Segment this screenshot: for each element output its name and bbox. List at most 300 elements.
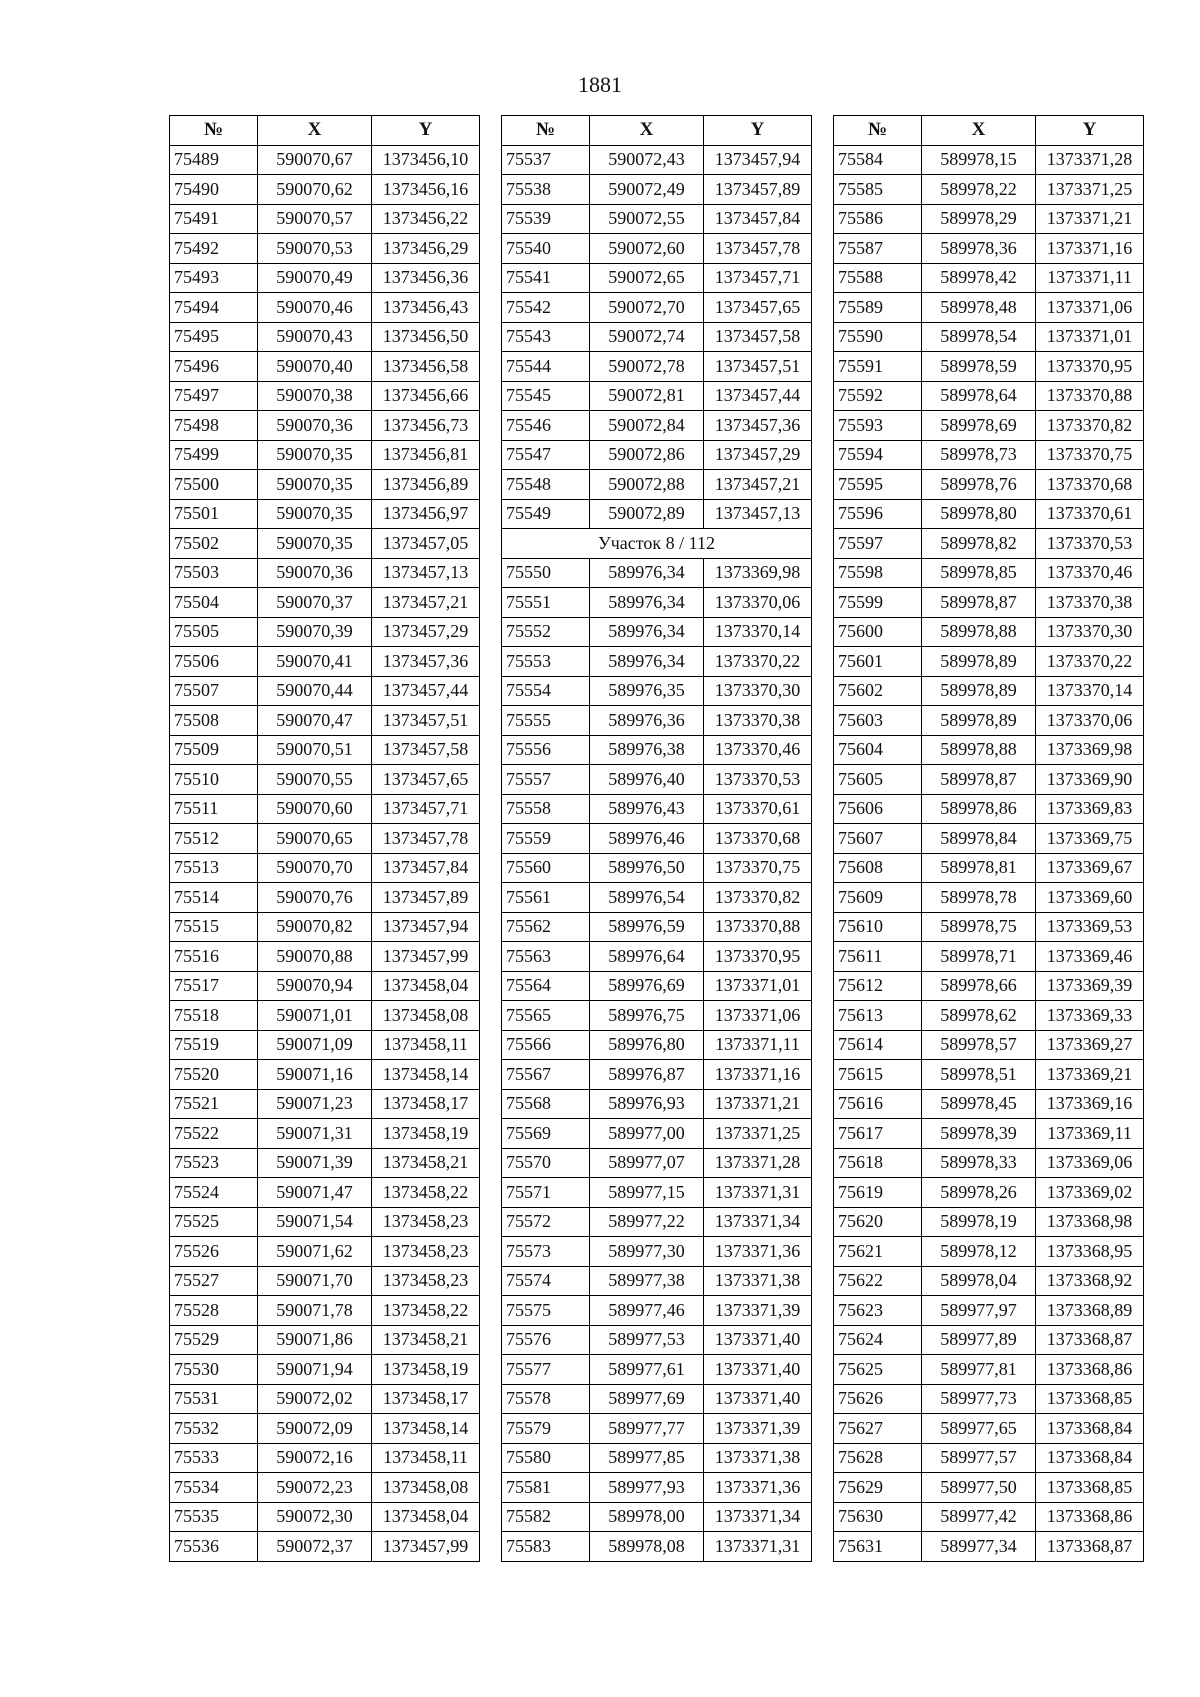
x-coordinate: 589977,81 [922,1355,1036,1385]
x-coordinate: 589978,89 [922,647,1036,677]
x-coordinate: 590071,54 [258,1207,372,1237]
x-coordinate: 589978,29 [922,204,1036,234]
table-row [170,1325,480,1355]
x-coordinate: 590071,23 [258,1089,372,1119]
y-coordinate: 1373458,14 [372,1060,480,1090]
x-coordinate: 589977,50 [922,1473,1036,1503]
point-number: 75506 [170,647,258,677]
x-coordinate: 590072,89 [590,499,704,529]
y-coordinate: 1373371,34 [704,1207,812,1237]
y-coordinate: 1373458,17 [372,1384,480,1414]
x-coordinate: 590072,16 [258,1443,372,1473]
point-number: 75528 [170,1296,258,1326]
y-coordinate: 1373457,58 [704,322,812,352]
x-coordinate: 589978,88 [922,735,1036,765]
y-coordinate: 1373370,30 [704,676,812,706]
x-coordinate: 589977,42 [922,1502,1036,1532]
table-header-row [834,116,1144,146]
table-row [502,1089,812,1119]
table-row [502,912,812,942]
point-number: 75489 [170,145,258,175]
y-coordinate: 1373369,53 [1036,912,1144,942]
x-coordinate: 589977,89 [922,1325,1036,1355]
point-number: 75598 [834,558,922,588]
x-coordinate: 589978,87 [922,765,1036,795]
x-coordinate: 589977,07 [590,1148,704,1178]
table-row [502,204,812,234]
table-row [834,1502,1144,1532]
point-number: 75507 [170,676,258,706]
y-coordinate: 1373369,60 [1036,883,1144,913]
point-number: 75567 [502,1060,590,1090]
x-coordinate: 590070,82 [258,912,372,942]
y-coordinate: 1373368,98 [1036,1207,1144,1237]
table-row [834,1237,1144,1267]
y-coordinate: 1373458,22 [372,1178,480,1208]
point-number: 75594 [834,440,922,470]
table-row [170,883,480,913]
point-number: 75630 [834,1502,922,1532]
point-number: 75560 [502,853,590,883]
x-coordinate: 589978,86 [922,794,1036,824]
table-row [834,1384,1144,1414]
table-row [834,706,1144,736]
point-number: 75571 [502,1178,590,1208]
x-coordinate: 589978,85 [922,558,1036,588]
x-coordinate: 589977,30 [590,1237,704,1267]
y-coordinate: 1373371,39 [704,1414,812,1444]
table-row [170,824,480,854]
y-coordinate: 1373457,13 [372,558,480,588]
point-number: 75547 [502,440,590,470]
x-coordinate: 590070,35 [258,529,372,559]
y-coordinate: 1373371,36 [704,1237,812,1267]
y-coordinate: 1373371,01 [704,971,812,1001]
table-row [170,263,480,293]
x-coordinate: 589978,12 [922,1237,1036,1267]
table-row [170,1030,480,1060]
table-row [834,971,1144,1001]
table-row [170,647,480,677]
table-row [834,794,1144,824]
y-coordinate: 1373371,40 [704,1325,812,1355]
y-coordinate: 1373370,14 [1036,676,1144,706]
x-coordinate: 589977,22 [590,1207,704,1237]
point-number: 75607 [834,824,922,854]
point-number: 75589 [834,293,922,323]
table-row [170,588,480,618]
point-number: 75492 [170,234,258,264]
x-coordinate: 590072,88 [590,470,704,500]
table-header-row [170,116,480,146]
point-number: 75615 [834,1060,922,1090]
point-number: 75534 [170,1473,258,1503]
x-coordinate: 589978,04 [922,1266,1036,1296]
point-number: 75609 [834,883,922,913]
table-row [502,1178,812,1208]
table-row [502,1473,812,1503]
header-number: № [502,116,590,146]
table-row [170,617,480,647]
table-row [502,499,812,529]
table-row [502,794,812,824]
x-coordinate: 590070,37 [258,588,372,618]
y-coordinate: 1373457,44 [704,381,812,411]
x-coordinate: 590070,40 [258,352,372,382]
y-coordinate: 1373457,78 [372,824,480,854]
point-number: 75527 [170,1266,258,1296]
y-coordinate: 1373458,08 [372,1001,480,1031]
y-coordinate: 1373457,36 [372,647,480,677]
table-row [170,381,480,411]
y-coordinate: 1373370,38 [704,706,812,736]
point-number: 75617 [834,1119,922,1149]
x-coordinate: 589978,87 [922,588,1036,618]
x-coordinate: 589976,59 [590,912,704,942]
table-row [502,588,812,618]
x-coordinate: 590072,60 [590,234,704,264]
point-number: 75509 [170,735,258,765]
point-number: 75600 [834,617,922,647]
table-row [834,234,1144,264]
y-coordinate: 1373368,86 [1036,1502,1144,1532]
table-row [502,1355,812,1385]
table-row [170,204,480,234]
point-number: 75522 [170,1119,258,1149]
table-row [502,971,812,1001]
x-coordinate: 590070,65 [258,824,372,854]
y-coordinate: 1373370,14 [704,617,812,647]
y-coordinate: 1373457,99 [372,942,480,972]
y-coordinate: 1373456,97 [372,499,480,529]
y-coordinate: 1373369,98 [1036,735,1144,765]
table-row [170,1178,480,1208]
y-coordinate: 1373371,01 [1036,322,1144,352]
point-number: 75616 [834,1089,922,1119]
table-row [170,1473,480,1503]
x-coordinate: 589976,38 [590,735,704,765]
table-row [834,1001,1144,1031]
point-number: 75515 [170,912,258,942]
table-row [502,735,812,765]
table-row [834,204,1144,234]
table-row [834,293,1144,323]
x-coordinate: 589977,73 [922,1384,1036,1414]
y-coordinate: 1373456,73 [372,411,480,441]
x-coordinate: 589976,80 [590,1030,704,1060]
point-number: 75525 [170,1207,258,1237]
y-coordinate: 1373457,05 [372,529,480,559]
y-coordinate: 1373457,51 [704,352,812,382]
point-number: 75551 [502,588,590,618]
point-number: 75497 [170,381,258,411]
x-coordinate: 589978,75 [922,912,1036,942]
point-number: 75595 [834,470,922,500]
x-coordinate: 590072,30 [258,1502,372,1532]
x-coordinate: 589977,65 [922,1414,1036,1444]
y-coordinate: 1373457,29 [704,440,812,470]
y-coordinate: 1373456,89 [372,470,480,500]
table-row [170,1089,480,1119]
y-coordinate: 1373458,11 [372,1443,480,1473]
y-coordinate: 1373370,75 [704,853,812,883]
y-coordinate: 1373370,06 [1036,706,1144,736]
y-coordinate: 1373371,28 [704,1148,812,1178]
y-coordinate: 1373456,50 [372,322,480,352]
table-row [834,529,1144,559]
x-coordinate: 590070,62 [258,175,372,205]
x-coordinate: 589976,34 [590,588,704,618]
point-number: 75597 [834,529,922,559]
x-coordinate: 590070,36 [258,411,372,441]
table-row [502,1030,812,1060]
y-coordinate: 1373458,22 [372,1296,480,1326]
point-number: 75629 [834,1473,922,1503]
point-number: 75611 [834,942,922,972]
y-coordinate: 1373371,25 [704,1119,812,1149]
y-coordinate: 1373371,38 [704,1443,812,1473]
x-coordinate: 589976,54 [590,883,704,913]
point-number: 75533 [170,1443,258,1473]
y-coordinate: 1373371,28 [1036,145,1144,175]
table-row [502,1060,812,1090]
x-coordinate: 590070,39 [258,617,372,647]
x-coordinate: 589977,93 [590,1473,704,1503]
y-coordinate: 1373369,06 [1036,1148,1144,1178]
y-coordinate: 1373369,67 [1036,853,1144,883]
x-coordinate: 589976,46 [590,824,704,854]
y-coordinate: 1373370,68 [1036,470,1144,500]
point-number: 75523 [170,1148,258,1178]
x-coordinate: 589977,15 [590,1178,704,1208]
table-row [834,765,1144,795]
y-coordinate: 1373370,46 [704,735,812,765]
x-coordinate: 590071,39 [258,1148,372,1178]
point-number: 75591 [834,352,922,382]
point-number: 75531 [170,1384,258,1414]
x-coordinate: 590072,23 [258,1473,372,1503]
y-coordinate: 1373457,13 [704,499,812,529]
x-coordinate: 589976,34 [590,617,704,647]
table-row [834,1355,1144,1385]
x-coordinate: 590070,94 [258,971,372,1001]
point-number: 75565 [502,1001,590,1031]
y-coordinate: 1373458,23 [372,1207,480,1237]
y-coordinate: 1373370,68 [704,824,812,854]
table-row [834,1089,1144,1119]
point-number: 75540 [502,234,590,264]
y-coordinate: 1373369,11 [1036,1119,1144,1149]
table-row [502,352,812,382]
x-coordinate: 590070,88 [258,942,372,972]
point-number: 75586 [834,204,922,234]
table-row [502,175,812,205]
point-number: 75495 [170,322,258,352]
x-coordinate: 589978,71 [922,942,1036,972]
point-number: 75578 [502,1384,590,1414]
point-number: 75599 [834,588,922,618]
table-row [502,234,812,264]
table-row [834,1119,1144,1149]
coordinates-table-1 [169,115,480,1562]
table-row [502,676,812,706]
point-number: 75538 [502,175,590,205]
point-number: 75587 [834,234,922,264]
x-coordinate: 589978,89 [922,676,1036,706]
table-row [502,824,812,854]
x-coordinate: 589978,22 [922,175,1036,205]
x-coordinate: 589978,82 [922,529,1036,559]
point-number: 75535 [170,1502,258,1532]
x-coordinate: 589976,75 [590,1001,704,1031]
point-number: 75490 [170,175,258,205]
x-coordinate: 589977,34 [922,1532,1036,1562]
y-coordinate: 1373368,85 [1036,1384,1144,1414]
x-coordinate: 589977,46 [590,1296,704,1326]
x-coordinate: 589978,48 [922,293,1036,323]
table-row [170,971,480,1001]
y-coordinate: 1373368,89 [1036,1296,1144,1326]
y-coordinate: 1373371,06 [1036,293,1144,323]
point-number: 75517 [170,971,258,1001]
table-row [834,499,1144,529]
point-number: 75602 [834,676,922,706]
y-coordinate: 1373456,36 [372,263,480,293]
header-x: X [258,116,372,146]
y-coordinate: 1373371,31 [704,1532,812,1562]
x-coordinate: 590070,35 [258,499,372,529]
y-coordinate: 1373370,46 [1036,558,1144,588]
x-coordinate: 589978,00 [590,1502,704,1532]
table-row [834,1325,1144,1355]
point-number: 75608 [834,853,922,883]
x-coordinate: 590070,43 [258,322,372,352]
table-row [170,293,480,323]
point-number: 75536 [170,1532,258,1562]
y-coordinate: 1373371,38 [704,1266,812,1296]
y-coordinate: 1373457,36 [704,411,812,441]
table-row [170,765,480,795]
point-number: 75603 [834,706,922,736]
y-coordinate: 1373458,04 [372,1502,480,1532]
x-coordinate: 590070,35 [258,440,372,470]
x-coordinate: 590070,46 [258,293,372,323]
x-coordinate: 589978,80 [922,499,1036,529]
point-number: 75505 [170,617,258,647]
point-number: 75496 [170,352,258,382]
x-coordinate: 590071,70 [258,1266,372,1296]
point-number: 75620 [834,1207,922,1237]
x-coordinate: 589978,45 [922,1089,1036,1119]
table-row [502,263,812,293]
y-coordinate: 1373369,16 [1036,1089,1144,1119]
point-number: 75553 [502,647,590,677]
point-number: 75622 [834,1266,922,1296]
point-number: 75579 [502,1414,590,1444]
point-number: 75542 [502,293,590,323]
table-row [502,1148,812,1178]
x-coordinate: 590071,78 [258,1296,372,1326]
x-coordinate: 590072,84 [590,411,704,441]
point-number: 75543 [502,322,590,352]
table-row [170,145,480,175]
x-coordinate: 589976,35 [590,676,704,706]
table-row [502,883,812,913]
x-coordinate: 590070,55 [258,765,372,795]
point-number: 75596 [834,499,922,529]
point-number: 75529 [170,1325,258,1355]
y-coordinate: 1373371,16 [1036,234,1144,264]
table-row [170,1119,480,1149]
y-coordinate: 1373457,65 [372,765,480,795]
section-row [502,529,812,559]
y-coordinate: 1373458,11 [372,1030,480,1060]
x-coordinate: 590070,57 [258,204,372,234]
table-row [170,1355,480,1385]
table-row [502,1532,812,1562]
point-number: 75526 [170,1237,258,1267]
table-row [834,824,1144,854]
point-number: 75601 [834,647,922,677]
table-row [170,1001,480,1031]
point-number: 75539 [502,204,590,234]
table-row [170,440,480,470]
x-coordinate: 589976,43 [590,794,704,824]
header-x: X [922,116,1036,146]
point-number: 75627 [834,1414,922,1444]
y-coordinate: 1373457,89 [372,883,480,913]
x-coordinate: 589977,38 [590,1266,704,1296]
y-coordinate: 1373370,30 [1036,617,1144,647]
point-number: 75555 [502,706,590,736]
table-row [834,1414,1144,1444]
table-row [502,558,812,588]
table-row [170,1443,480,1473]
table-row [170,322,480,352]
x-coordinate: 589977,00 [590,1119,704,1149]
table-row [170,529,480,559]
y-coordinate: 1373457,94 [372,912,480,942]
table-row [834,617,1144,647]
point-number: 75558 [502,794,590,824]
point-number: 75548 [502,470,590,500]
x-coordinate: 589978,36 [922,234,1036,264]
point-number: 75566 [502,1030,590,1060]
x-coordinate: 589976,87 [590,1060,704,1090]
table-row [834,558,1144,588]
y-coordinate: 1373369,98 [704,558,812,588]
y-coordinate: 1373369,83 [1036,794,1144,824]
point-number: 75546 [502,411,590,441]
point-number: 75614 [834,1030,922,1060]
x-coordinate: 589978,39 [922,1119,1036,1149]
y-coordinate: 1373371,21 [704,1089,812,1119]
y-coordinate: 1373369,33 [1036,1001,1144,1031]
point-number: 75491 [170,204,258,234]
x-coordinate: 590070,49 [258,263,372,293]
table-row [834,1296,1144,1326]
y-coordinate: 1373458,04 [372,971,480,1001]
point-number: 75593 [834,411,922,441]
table-row [502,1296,812,1326]
y-coordinate: 1373370,06 [704,588,812,618]
y-coordinate: 1373369,90 [1036,765,1144,795]
table-row [170,1266,480,1296]
point-number: 75574 [502,1266,590,1296]
x-coordinate: 590072,02 [258,1384,372,1414]
table-row [502,145,812,175]
table-row [170,558,480,588]
